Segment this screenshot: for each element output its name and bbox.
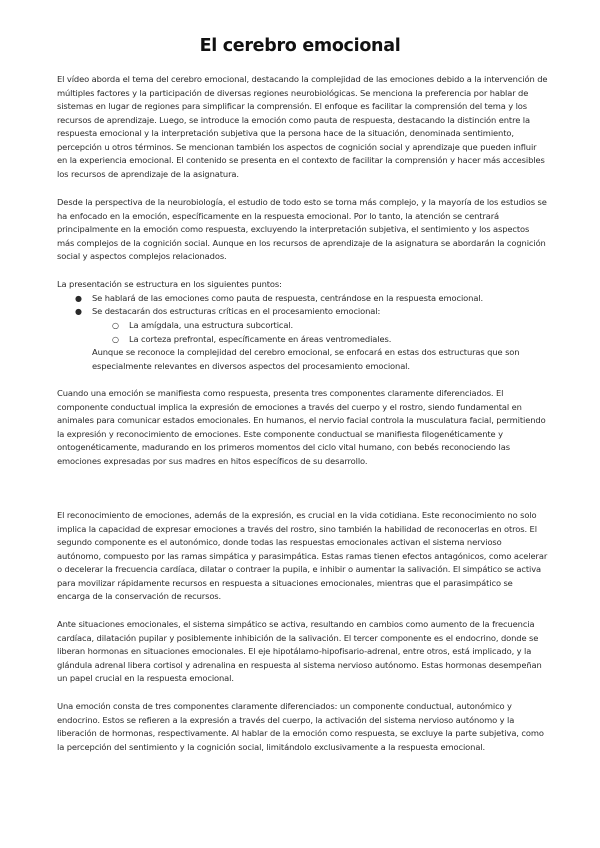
paragraph-sympathetic: Ante situaciones emocionales, el sistema simpático se activa, resultando en cambios como aumento de la frecuencia cardíaca, dilatación pupilar y posiblemente inhibición de la salivación. El tercer componente es el endocrino, donde se liberan hormonas en situaciones emocionales. El eje hipotálamo-hipofisario-adrenal, entre otros, está implicado, y la glándula adrenal libera cortisol y adrenalina en respuesta al sistema nervioso autónomo. Estas hormonas desempeñan un papel crucial en la respuesta emocional. bbox=[57, 619, 542, 684]
bullet-marker: ● bbox=[75, 294, 82, 303]
paragraph-neurobiology: Desde la perspectiva de la neurobiología, el estudio de todo esto se torna más complejo, y la mayoría de los estudios se ha enfocado en la emoción, específicamente en la respuesta emocional. Por lo tanto, la atención se centrará principalmente en la emoción como respuesta, excluyendo la interpretación subjetiva, el sentimiento y los aspectos más complejos de la cognición social. Aunque en los recursos de aprendizaje de la asignatura se abordarán la cognición social y aspectos complejos relacionados. bbox=[57, 197, 547, 262]
bullet-marker: ● bbox=[75, 307, 82, 316]
sub-bullet-marker: ○ bbox=[112, 335, 119, 344]
paragraph-intro: El vídeo aborda el tema del cerebro emocional, destacando la complejidad de las emociones debido a la intervención de múltiples factores y la participación de diversas regiones neurobiológicas. Se menciona la preferencia por hablar de sistemas en lugar de regiones para simplificar la comprensión. El enfoque es facilitar la comprensión del tema y los recursos de aprendizaje. Luego, se introduce la emoción como pauta de respuesta, destacando la distinción entre la respuesta emocional y la interpretación subjetiva que la persona hace de la situación, denominada sentimiento, percepción u otros términos. Se mencionan también los aspectos de cognición social y aprendizaje que pueden influir en la experiencia emocional. El contenido se presenta en el contexto de facilitar la comprensión y hacer más accesibles los recursos de aprendizaje de la asignatura. bbox=[57, 74, 548, 179]
list-item: Se hablará de las emociones como pauta de respuesta, centrándose en la respuesta emocional. bbox=[92, 293, 484, 303]
paragraph-recognition: El reconocimiento de emociones, además de la expresión, es crucial en la vida cotidiana. Este reconocimiento no solo implica la capacidad de expresar emociones a través del rostro, sino también la habilidad de reconocerlas en otros. El segundo componente es el autonómico, donde todas las respuestas emocionales activan el sistema nervioso autónomo, compuesto por las ramas simpática y parasimpática. Estas ramas tienen efectos antagónicos, como acelerar o decelerar la frecuencia cardíaca, dilatar o contraer la pupila, e inhibir o aumentar la salivación. El simpático se activa para movilizar rápidamente recursos en respuesta a situaciones emocionales, mientras que el parasimpático se encarga de la conservación de recursos. bbox=[57, 510, 548, 602]
paragraph-components: Cuando una emoción se manifiesta como respuesta, presenta tres componentes claramente diferenciados. El componente conductual implica la expresión de emociones a través del cuerpo y el rostro, siendo fundamental en animales para comunicar estados emocionales. En humanos, el nervio facial controla la musculatura facial, permitiendo la expresión y reconocimiento de emociones. Este componente conductual se manifiesta filogenéticamente y ontogenéticamente, madurando en los primeros momentos del ciclo vital humano, con bebés reconociendo las emociones expresadas por sus madres en hitos específicos de su desarrollo. bbox=[57, 388, 546, 466]
list-conclusion: Aunque se reconoce la complejidad del cerebro emocional, se enfocará en estas dos estructuras que son especialmente relevantes en diversos aspectos del procesamiento emocional. bbox=[92, 347, 520, 371]
paragraph-summary: Una emoción consta de tres componentes claramente diferenciados: un componente conductual, autonómico y endocrino. Estos se refieren a la expresión a través del cuerpo, la activación del sistema nervioso autónomo y la liberación de hormonas, respectivamente. Al hablar de la emoción como respuesta, se excluye la parte subjetiva, como la percepción del sentimiento y la cognición social, limitándolo exclusivamente a la respuesta emocional. bbox=[57, 701, 544, 752]
page-title: El cerebro emocional bbox=[199, 36, 401, 56]
sub-bullet-marker: ○ bbox=[112, 321, 119, 330]
list-intro: La presentación se estructura en los siguientes puntos: bbox=[57, 279, 282, 289]
sub-list-item: La amígdala, una estructura subcortical. bbox=[129, 320, 294, 330]
list-item: Se destacarán dos estructuras críticas en el procesamiento emocional: bbox=[92, 306, 381, 316]
sub-list-item: La corteza prefrontal, específicamente en áreas ventromediales. bbox=[129, 334, 392, 344]
